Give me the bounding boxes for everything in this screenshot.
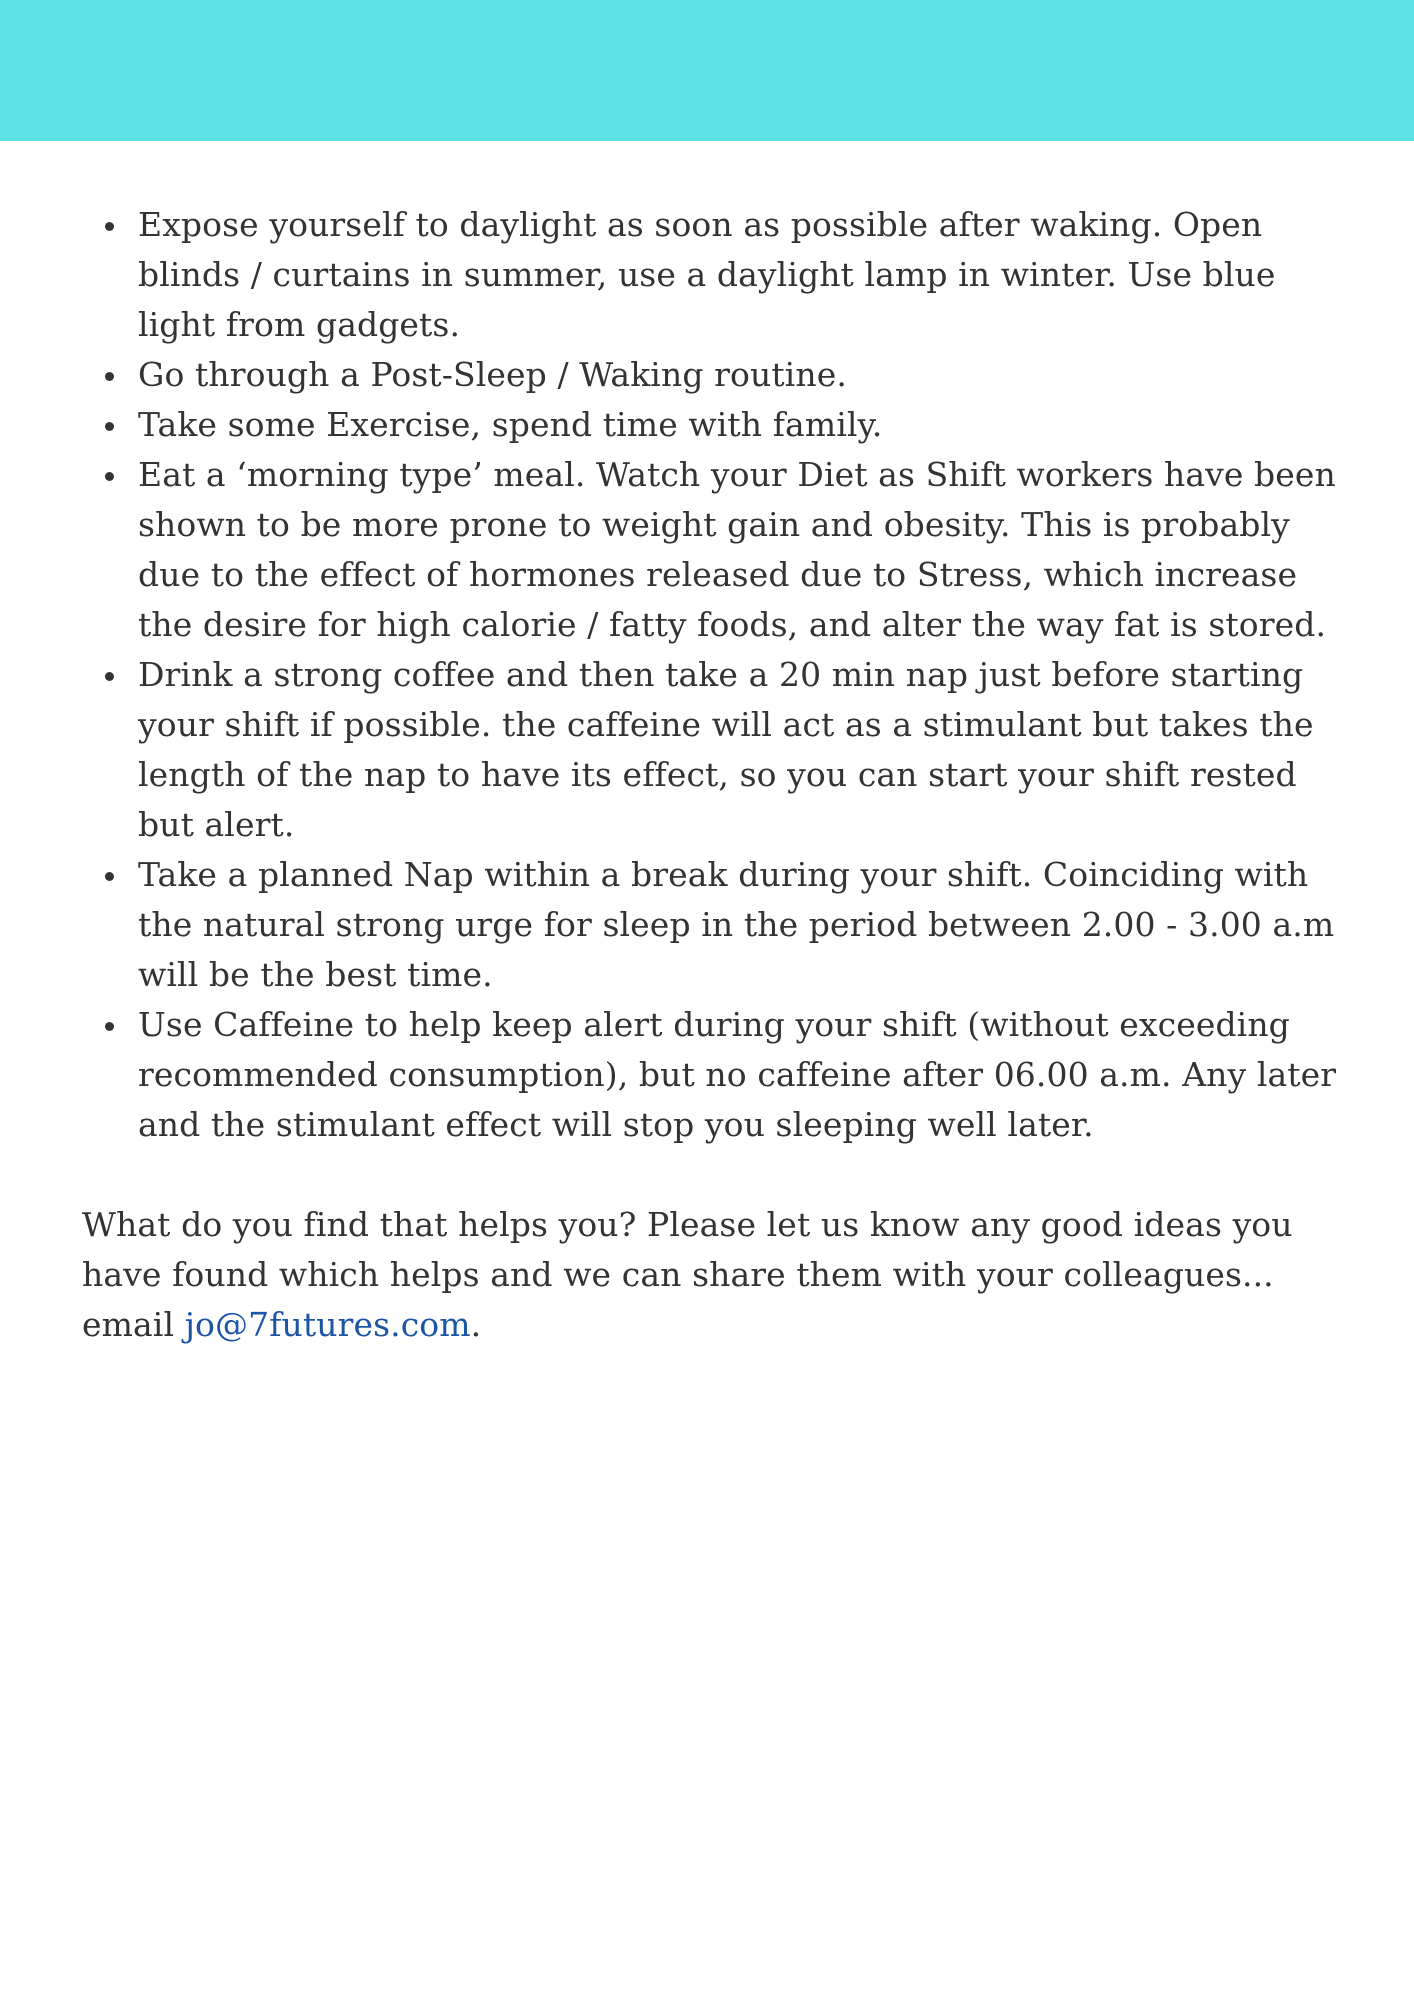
list-item <box>138 350 1352 400</box>
email-link[interactable]: jo@7futures.com <box>184 1305 471 1344</box>
list-item <box>138 450 1352 650</box>
bullet-icon <box>105 472 114 481</box>
list-item <box>138 850 1352 1000</box>
tip-text: Use Caffeine to help keep alert during your shift (without exceeding recommended consumption), but no caffeine after 06.00 a.m. Any later and the stimulant effect will stop you sleeping well later. <box>138 1005 1337 1144</box>
tip-text: Take some Exercise, spend time with family. <box>138 405 883 444</box>
tip-text: Drink a strong coffee and then take a 20 min nap just before starting your shift if possible. the caffeine will act as a stimulant but takes the length of the nap to have its effect, so you can start your shift rested but alert. <box>138 655 1314 844</box>
list-item <box>138 200 1352 350</box>
bullet-icon <box>105 672 114 681</box>
tip-text: Eat a ‘morning type’ meal. Watch your Diet as Shift workers have been shown to be more prone to weight gain and obesity. This is probably due to the effect of hormones released due to Stress, which increase the desire for high calorie / fatty foods, and alter the way fat is stored. <box>138 455 1336 644</box>
list-item <box>138 1000 1352 1150</box>
document-body <box>82 200 1352 1350</box>
closing-paragraph <box>82 1200 1352 1350</box>
list-item <box>138 650 1352 850</box>
closing-end: . <box>470 1305 482 1344</box>
bullet-icon <box>105 1022 114 1031</box>
tips-list <box>82 200 1352 1150</box>
tip-text: Expose yourself to daylight as soon as possible after waking. Open blinds / curtains in summer, use a daylight lamp in winter. Use blue light from gadgets. <box>138 205 1276 344</box>
closing-text: What do you find that helps you? Please let us know any good ideas you have found which helps and we can share them with your colleagues... email <box>82 1205 1293 1344</box>
header-band <box>0 0 1414 141</box>
tip-text: Go through a Post-Sleep / Waking routine. <box>138 355 847 394</box>
bullet-icon <box>105 422 114 431</box>
bullet-icon <box>105 872 114 881</box>
bullet-icon <box>105 222 114 231</box>
tip-text: Take a planned Nap within a break during your shift. Coinciding with the natural strong urge for sleep in the period between 2.00 - 3.00 a.m will be the best time. <box>138 855 1335 994</box>
list-item <box>138 400 1352 450</box>
bullet-icon <box>105 372 114 381</box>
